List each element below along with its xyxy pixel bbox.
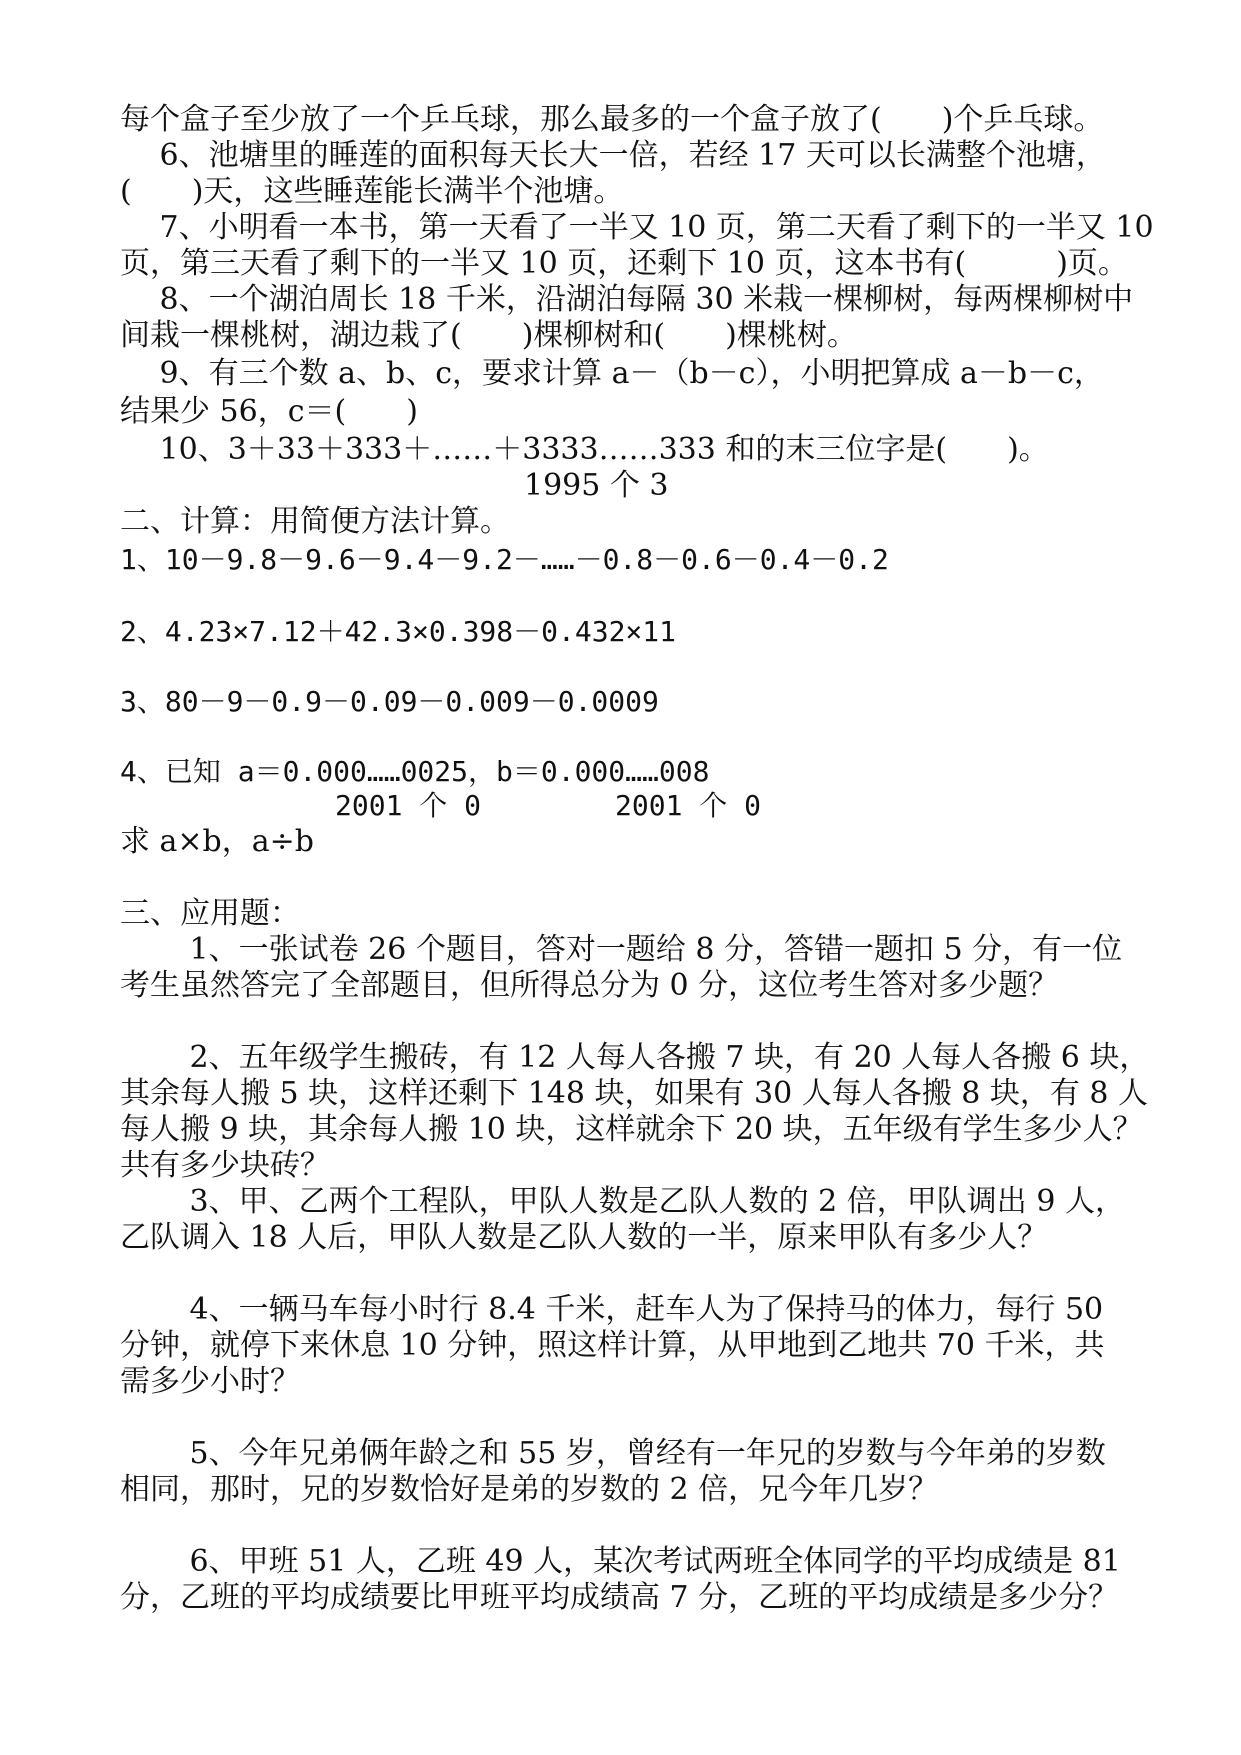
section-3-heading: 三、应用题： [120,896,300,931]
problem-3-line-2: 乙队调入 18 人后，甲队人数是乙队人数的一半，原来甲队有多少人？ [120,1220,1048,1255]
problem-4-line-2: 分钟，就停下来休息 10 分钟，照这样计算，从甲地到乙地共 70 千米，共 [120,1328,1105,1363]
calc-3: 3、80－9－0.9－0.09－0.009－0.0009 [120,685,659,718]
calc-4-note-a: 2001 个 0 [335,789,482,822]
problem-2-line-1: 2、五年级学生搬砖，有 12 人每人各搬 7 块，有 20 人每人各搬 6 块， [120,1040,1150,1075]
q8-line-1: 8、一个湖泊周长 18 千米，沿湖泊每隔 30 米栽一棵柳树，每两棵柳树中 [120,282,1134,317]
calc-1: 1、10－9.8－9.6－9.4－9.2－……－0.8－0.6－0.4－0.2 [120,543,889,576]
q10-repeat-note: 1995 个 3 [524,468,669,503]
q7-line-2: 页，第三天看了剩下的一半又 10 页，还剩下 10 页，这本书有( )页。 [120,246,1128,281]
problem-1-line-1: 1、一张试卷 26 个题目，答对一题给 8 分，答错一题扣 5 分，有一位 [120,932,1123,967]
calc-2: 2、4.23×7.12＋42.3×0.398－0.432×11 [120,615,677,648]
calc-4-line-1: 4、已知 a＝0.000……0025，b＝0.000……008 [120,755,710,788]
problem-2-line-3: 每人搬 9 块，其余每人搬 10 块，这样就余下 20 块，五年级有学生多少人？ [120,1112,1143,1147]
problem-2-line-2: 其余每人搬 5 块，这样还剩下 148 块，如果有 30 人每人各搬 8 块，有 8 人 [120,1076,1149,1111]
problem-5-line-1: 5、今年兄弟俩年龄之和 55 岁，曾经有一年兄的岁数与今年弟的岁数 [120,1436,1106,1471]
calc-4-line-3: 求 a×b，a÷b [120,824,314,859]
q9-line-1: 9、有三个数 a、b、c，要求计算 a－（b－c），小明把算成 a－b－c， [120,356,1104,391]
problem-1-line-2: 考生虽然答完了全部题目，但所得总分为 0 分，这位考生答对多少题？ [120,968,1059,1003]
problem-3-line-1: 3、甲、乙两个工程队，甲队人数是乙队人数的 2 倍，甲队调出 9 人， [120,1184,1125,1219]
calc-4-note-b: 2001 个 0 [615,789,762,822]
q6-line-2: ( )天，这些睡莲能长满半个池塘。 [120,174,624,209]
q7-line-1: 7、小明看一本书，第一天看了一半又 10 页，第二天看了剩下的一半又 10 [120,210,1154,245]
problem-4-line-3: 需多少小时？ [120,1364,300,1399]
problem-2-line-4: 共有多少块砖？ [120,1148,330,1183]
q9-line-2: 结果少 56，c＝( ) [120,394,418,429]
q8-line-2: 间栽一棵桃树，湖边栽了( )棵柳树和( )棵桃树。 [120,318,857,353]
problem-4-line-1: 4、一辆马车每小时行 8.4 千米，赶车人为了保持马的体力，每行 50 [120,1292,1104,1327]
problem-6-line-1: 6、甲班 51 人，乙班 49 人，某次考试两班全体同学的平均成绩是 81 [120,1544,1121,1579]
q10-line-1: 10、3＋33＋333＋……＋3333……333 和的末三位字是( )。 [120,432,1049,467]
problem-5-line-2: 相同，那时，兄的岁数恰好是弟的岁数的 2 倍，兄今年几岁？ [120,1472,939,1507]
section-2-heading: 二、计算：用简便方法计算。 [120,504,510,539]
problem-6-line-2: 分，乙班的平均成绩要比甲班平均成绩高 7 分，乙班的平均成绩是多少分？ [120,1580,1119,1615]
q5-continuation: 每个盒子至少放了一个乒乓球，那么最多的一个盒子放了( )个乒乓球。 [120,102,1104,137]
q6-line-1: 6、池塘里的睡莲的面积每天长大一倍，若经 17 天可以长满整个池塘， [120,138,1106,173]
